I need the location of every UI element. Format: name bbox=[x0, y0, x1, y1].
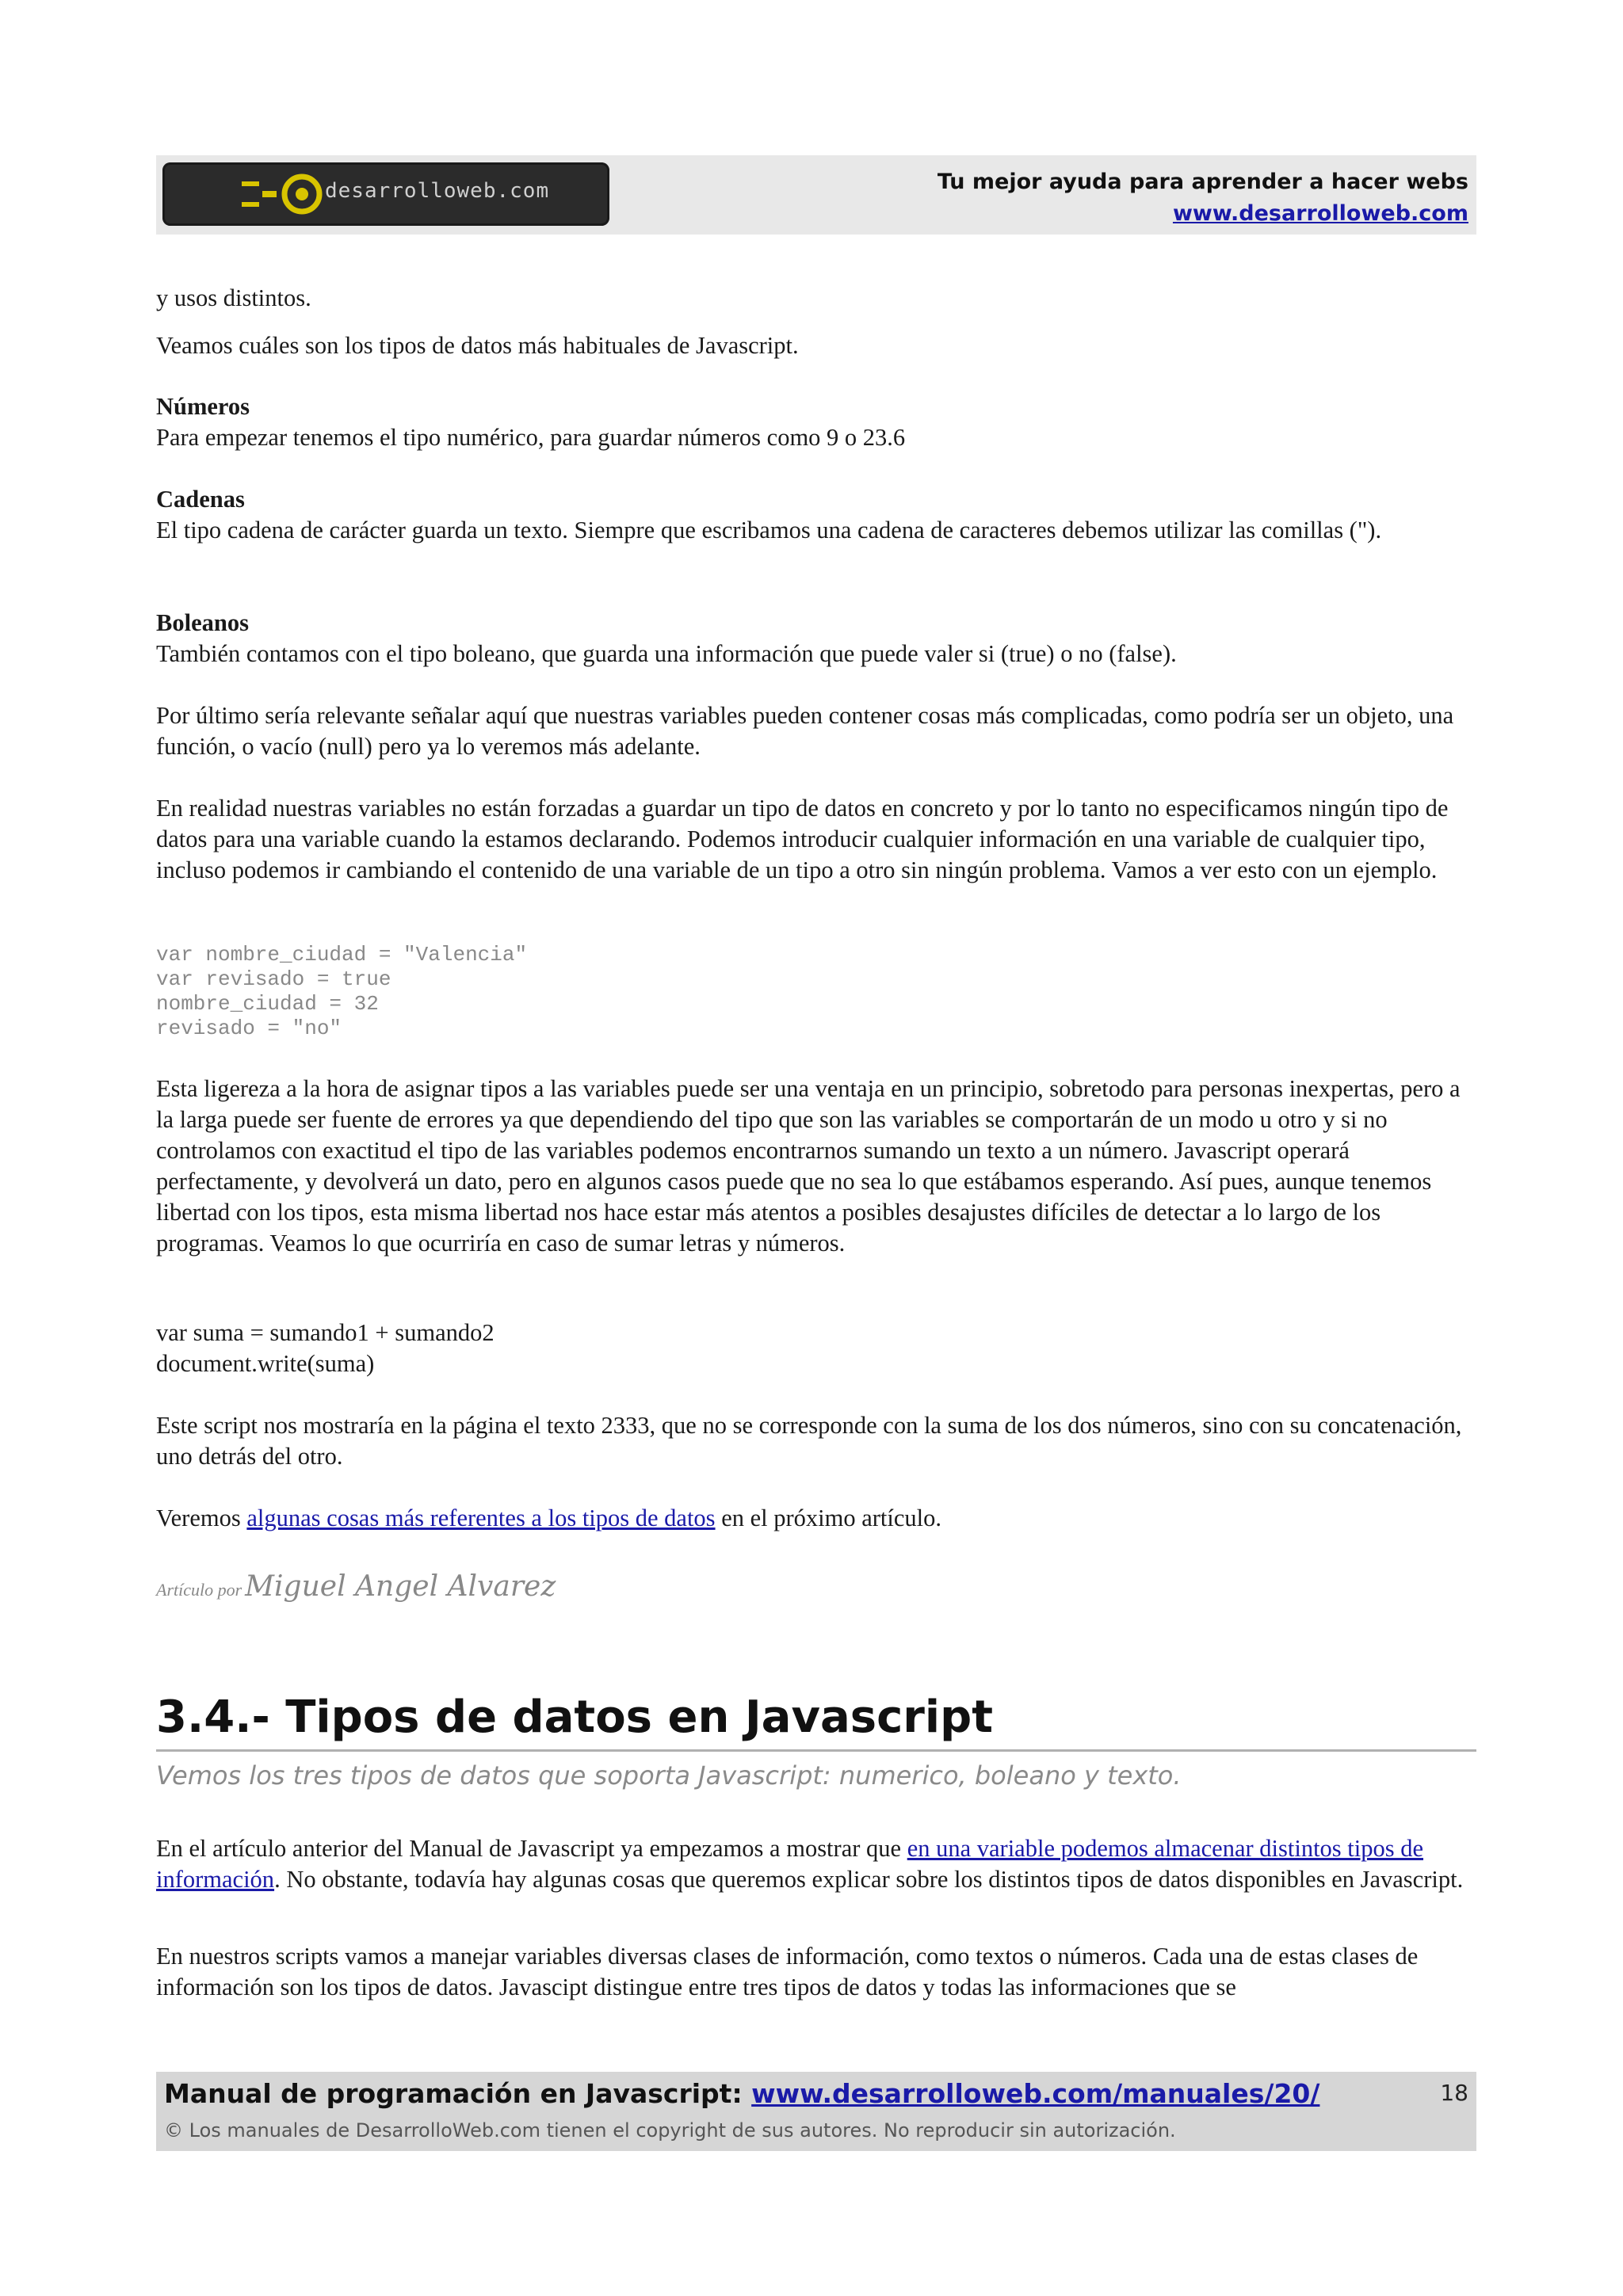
text: en el próximo artículo. bbox=[715, 1505, 941, 1531]
code-line: document.write(suma) bbox=[156, 1350, 375, 1377]
section-subtitle: Vemos los tres tipos de datos que soporta Javascript: numerico, boleano y texto. bbox=[156, 1760, 1182, 1791]
boleanos-heading: Boleanos bbox=[156, 609, 249, 636]
cadenas-heading: Cadenas bbox=[156, 486, 245, 513]
paragraph bbox=[156, 1833, 1464, 1895]
site-logo[interactable] bbox=[162, 162, 609, 226]
manual-label: Manual de programación en Javascript: bbox=[164, 2078, 752, 2109]
paragraph: Este script nos mostraría en la página el texto 2333, que no se corresponde con la suma de los dos números, sino con su concatenación, uno detrás del otro. bbox=[156, 1412, 1462, 1470]
author-byline bbox=[156, 1570, 556, 1603]
boleanos-text: También contamos con el tipo boleano, que guarda una información que puede valer si (true) o no (false). bbox=[156, 640, 1177, 667]
logo-text: desarrolloweb.com bbox=[325, 179, 550, 203]
numeros-text: Para empezar tenemos el tipo numérico, para guardar números como 9 o 23.6 bbox=[156, 424, 906, 451]
cadenas-text: El tipo cadena de carácter guarda un texto. Siempre que escribamos una cadena de caracteres debemos utilizar las comillas ("). bbox=[156, 517, 1382, 543]
cadenas-block bbox=[156, 484, 1464, 546]
paragraph: Veamos cuáles son los tipos de datos más habituales de Javascript. bbox=[156, 332, 799, 359]
text: Veremos bbox=[156, 1505, 247, 1531]
boleanos-block bbox=[156, 608, 1464, 669]
code-line: var suma = sumando1 + sumando2 bbox=[156, 1319, 495, 1346]
tipos-datos-link[interactable]: algunas cosas más referentes a los tipos de datos bbox=[246, 1505, 716, 1531]
paragraph-veremos bbox=[156, 1503, 1464, 1534]
code-plain-block bbox=[156, 1318, 1464, 1379]
paragraph: En realidad nuestras variables no están forzadas a guardar un tipo de datos en concreto y por lo tanto no especificamos ningún tipo de datos para una variable cuando la estamos declarando. Podemos introducir cualquier información en una variable de cualquier tipo, incluso podemos ir cambiando el contenido de una variable de un tipo a otro sin ningún problema. Vamos a ver esto con un ejemplo. bbox=[156, 795, 1449, 883]
logo-icon bbox=[239, 174, 326, 215]
byline-label: Artículo por bbox=[156, 1580, 242, 1600]
footer-copyright: © Los manuales de DesarrolloWeb.com tienen el copyright de sus autores. No reproducir sin autorización. bbox=[164, 2119, 1176, 2142]
page-number: 18 bbox=[1440, 2080, 1468, 2106]
footer-manual bbox=[164, 2078, 1319, 2109]
numeros-block bbox=[156, 391, 1464, 453]
code-line: var nombre_ciudad = "Valencia" bbox=[156, 943, 528, 967]
code-block bbox=[156, 943, 527, 1041]
paragraph: En nuestros scripts vamos a manejar variables diversas clases de información, como textos o números. Cada una de estas clases de información son los tipos de datos. Javascipt distingue entre tres tipos de datos y todas las informaciones que se bbox=[156, 1943, 1419, 2000]
paragraph: Esta ligereza a la hora de asignar tipos a las variables puede ser una ventaja en un principio, sobretodo para personas inexpertas, pero a la larga puede ser fuente de errores ya que dependiendo del tipo que son las variables se comportarán de un modo u otro y si no controlamos con exactitud el tipo de las variables podemos encontrarnos sumando un texto a un número. Javascript operará perfectamente, y devolverá un dato, pero en algunos casos puede que no sea lo que estábamos esperando. Así pues, aunque tenemos libertad con los tipos, esta misma libertad nos hace estar más atentos a posibles desajustes difíciles de detectar a lo largo de los programas. Veamos lo que ocurriría en caso de sumar letras y números. bbox=[156, 1075, 1461, 1257]
manual-link[interactable]: www.desarrolloweb.com/manuales/20/ bbox=[751, 2078, 1320, 2109]
header-site-link[interactable]: www.desarrolloweb.com bbox=[1172, 201, 1468, 226]
variable-link[interactable]: en una variable podemos almacenar distintos tipos de información bbox=[156, 1835, 1424, 1893]
text: En el artículo anterior del Manual de Javascript ya empezamos a mostrar que bbox=[156, 1835, 907, 1862]
code-line: nombre_ciudad = 32 bbox=[156, 992, 379, 1016]
paragraph: Por último sería relevante señalar aquí que nuestras variables pueden contener cosas más complicadas, como podría ser un objeto, una función, o vacío (null) pero ya lo veremos más adelante. bbox=[156, 702, 1454, 760]
page-footer bbox=[156, 2072, 1476, 2151]
section-title: 3.4.- Tipos de datos en Javascript bbox=[156, 1686, 1476, 1752]
header-tagline: Tu mejor ayuda para aprender a hacer webs bbox=[937, 170, 1468, 194]
author-name: Miguel Angel Alvarez bbox=[245, 1570, 556, 1603]
header-tagline-block bbox=[938, 166, 1468, 230]
page-header bbox=[156, 155, 1476, 235]
code-line: revisado = "no" bbox=[156, 1016, 342, 1040]
code-line: var revisado = true bbox=[156, 967, 391, 991]
text: . No obstante, todavía hay algunas cosas que queremos explicar sobre los distintos tipos de datos disponibles en Javascript. bbox=[274, 1866, 1464, 1893]
numeros-heading: Números bbox=[156, 393, 250, 420]
paragraph: y usos distintos. bbox=[156, 284, 311, 311]
